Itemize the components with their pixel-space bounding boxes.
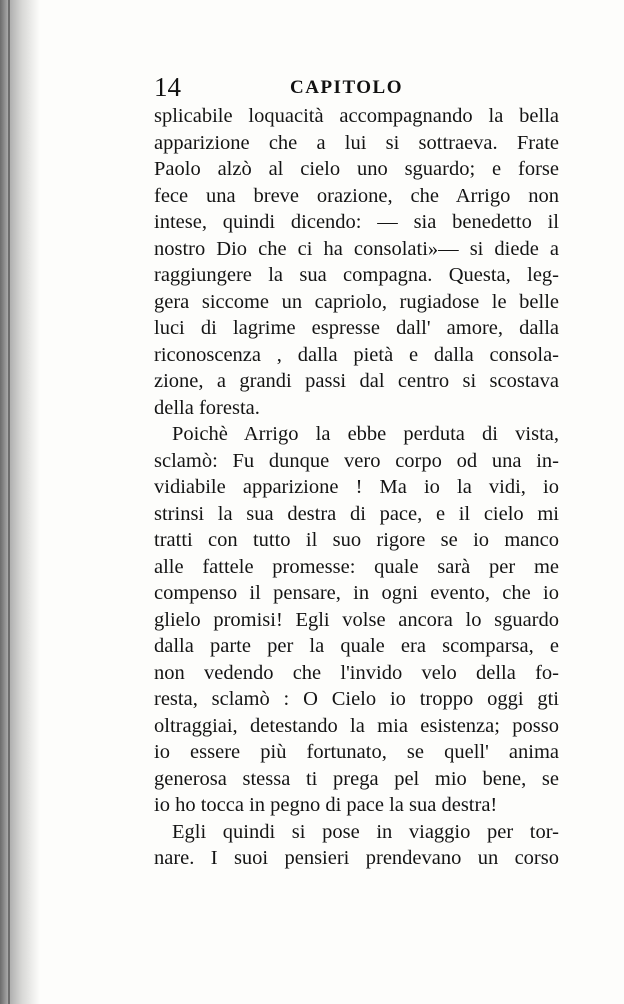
text-line: nare. I suoi pensieri prendevano un corso xyxy=(154,847,559,869)
text-line: fece una breve orazione, che Arrigo non xyxy=(154,184,559,207)
text-line: non vedendo che l'invido velo della fo- xyxy=(154,661,559,684)
text-line: zione, a grandi passi dal centro si scostava xyxy=(154,370,559,392)
text-line: alle fattele promesse: quale sarà per me xyxy=(154,555,559,578)
page-binding-shadow xyxy=(0,0,40,1004)
running-head: CAPITOLO xyxy=(290,77,404,98)
paragraph-end-line: della foresta. xyxy=(154,396,260,419)
text-line: riconoscenza , dalla pietà e dalla consola- xyxy=(154,343,559,366)
text-line: compenso il pensare, in ogni evento, che io xyxy=(154,582,559,604)
text-line: intese, quindi dicendo: — sia benedetto il xyxy=(154,211,559,233)
text-line: generosa stessa ti prega pel mio bene, se xyxy=(154,767,559,790)
text-line: resta, sclamò : O Cielo io troppo oggi gti xyxy=(154,688,559,710)
text-line: oltraggiai, detestando la mia esistenza; posso xyxy=(154,714,559,737)
text-line: sclamò: Fu dunque vero corpo od una in- xyxy=(154,449,559,472)
page-header xyxy=(0,70,624,104)
text-line: Paolo alzò al cielo uno sguardo; e forse xyxy=(154,158,559,180)
text-line: splicabile loquacità accompagnando la bella xyxy=(154,105,559,127)
text-line: luci di lagrime espresse dall' amore, dalla xyxy=(154,317,559,339)
page-binding-edge xyxy=(8,0,10,1004)
paragraph-end-line: io ho tocca in pegno di pace la sua destra! xyxy=(154,794,498,816)
page-number: 14 xyxy=(154,72,181,102)
text-line: glielo promisi! Egli volse ancora lo sguardo xyxy=(154,608,559,631)
text-line: dalla parte per la quale era scomparsa, e xyxy=(154,635,559,657)
paragraph-start-line: Egli quindi si pose in viaggio per tor- xyxy=(172,820,559,843)
body-text xyxy=(154,103,559,872)
text-line: strinsi la sua destra di pace, e il cielo mi xyxy=(154,502,559,525)
text-line: tratti con tutto il suo rigore se io manco xyxy=(154,529,559,551)
text-line: vidiabile apparizione ! Ma io la vidi, io xyxy=(154,476,559,498)
text-line: nostro Dio che ci ha consolati»— si diede a xyxy=(154,237,559,260)
text-line: io essere più fortunato, se quell' anima xyxy=(154,741,559,763)
text-line: apparizione che a lui si sottraeva. Frate xyxy=(154,131,559,154)
text-line: raggiungere la sua compagna. Questa, leg- xyxy=(154,264,559,286)
paragraph-start-line: Poichè Arrigo la ebbe perduta di vista, xyxy=(172,423,559,445)
text-line: gera siccome un capriolo, rugiadose le belle xyxy=(154,290,559,313)
